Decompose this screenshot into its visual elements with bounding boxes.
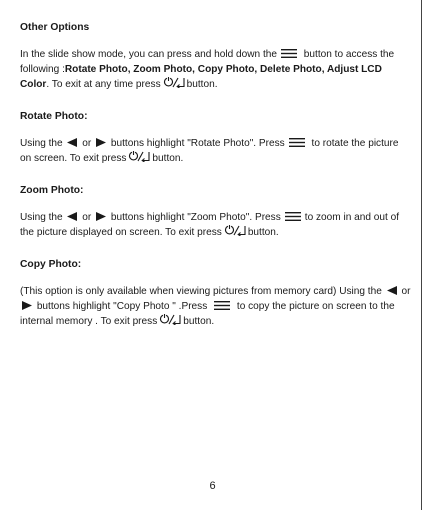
zoom-or: or <box>82 212 92 223</box>
copy-paragraph <box>20 284 412 329</box>
right-arrow-icon <box>96 138 106 147</box>
rotate-paragraph <box>20 136 412 166</box>
rotate-text-1: Using the <box>20 138 63 149</box>
power-return-icon <box>224 225 246 236</box>
right-arrow-icon <box>22 301 32 310</box>
menu-icon <box>279 49 299 58</box>
zoom-text-1: Using the <box>20 212 63 223</box>
left-arrow-icon <box>67 212 77 221</box>
rotate-text-2: buttons highlight "Rotate Photo". Press <box>110 138 285 149</box>
copy-text-3: to copy the picture on screen to the internal memory . To exit press <box>20 301 395 327</box>
power-return-icon <box>163 77 185 88</box>
copy-text-2: buttons highlight "Copy Photo " .Press <box>36 301 208 312</box>
zoom-heading: Zoom Photo: <box>20 185 84 196</box>
menu-icon <box>283 212 303 221</box>
rotate-text-3: to rotate the picture on screen. To exit press <box>20 138 399 164</box>
zoom-text-4: button. <box>247 227 279 238</box>
intro-text-4: button. <box>186 79 218 90</box>
page-number: 6 <box>209 480 216 492</box>
rotate-or: or <box>82 138 92 149</box>
menu-icon <box>212 301 232 310</box>
right-arrow-icon <box>96 212 106 221</box>
intro-text-2: button to access the following : <box>20 49 395 75</box>
intro-text-1: In the slide show mode, you can press and hold down the <box>20 49 277 60</box>
copy-heading: Copy Photo: <box>20 259 82 270</box>
copy-text-4: button. <box>183 316 215 327</box>
left-arrow-icon <box>67 138 77 147</box>
power-return-icon <box>128 151 150 162</box>
intro-paragraph <box>20 47 412 92</box>
intro-text-3: . To exit at any time press <box>46 79 161 90</box>
zoom-text-2: buttons highlight "Zoom Photo". Press <box>110 212 281 223</box>
intro-options: Rotate Photo, Zoom Photo, Copy Photo, Delete Photo, Adjust LCD Color <box>20 64 382 90</box>
copy-text-1: (This option is only available when viewing pictures from memory card) Using the <box>20 286 382 297</box>
manual-page <box>20 21 412 329</box>
left-arrow-icon <box>387 286 397 295</box>
rotate-heading: Rotate Photo: <box>20 111 88 122</box>
page-edge-line <box>421 0 422 510</box>
copy-or: or <box>401 286 411 297</box>
power-return-icon <box>159 314 181 325</box>
rotate-text-4: button. <box>152 153 184 164</box>
zoom-text-3: to zoom in and out of the picture displayed on screen. To exit press <box>20 212 400 238</box>
zoom-paragraph <box>20 210 412 240</box>
section-title: Other Options <box>20 22 90 33</box>
menu-icon <box>287 138 307 147</box>
